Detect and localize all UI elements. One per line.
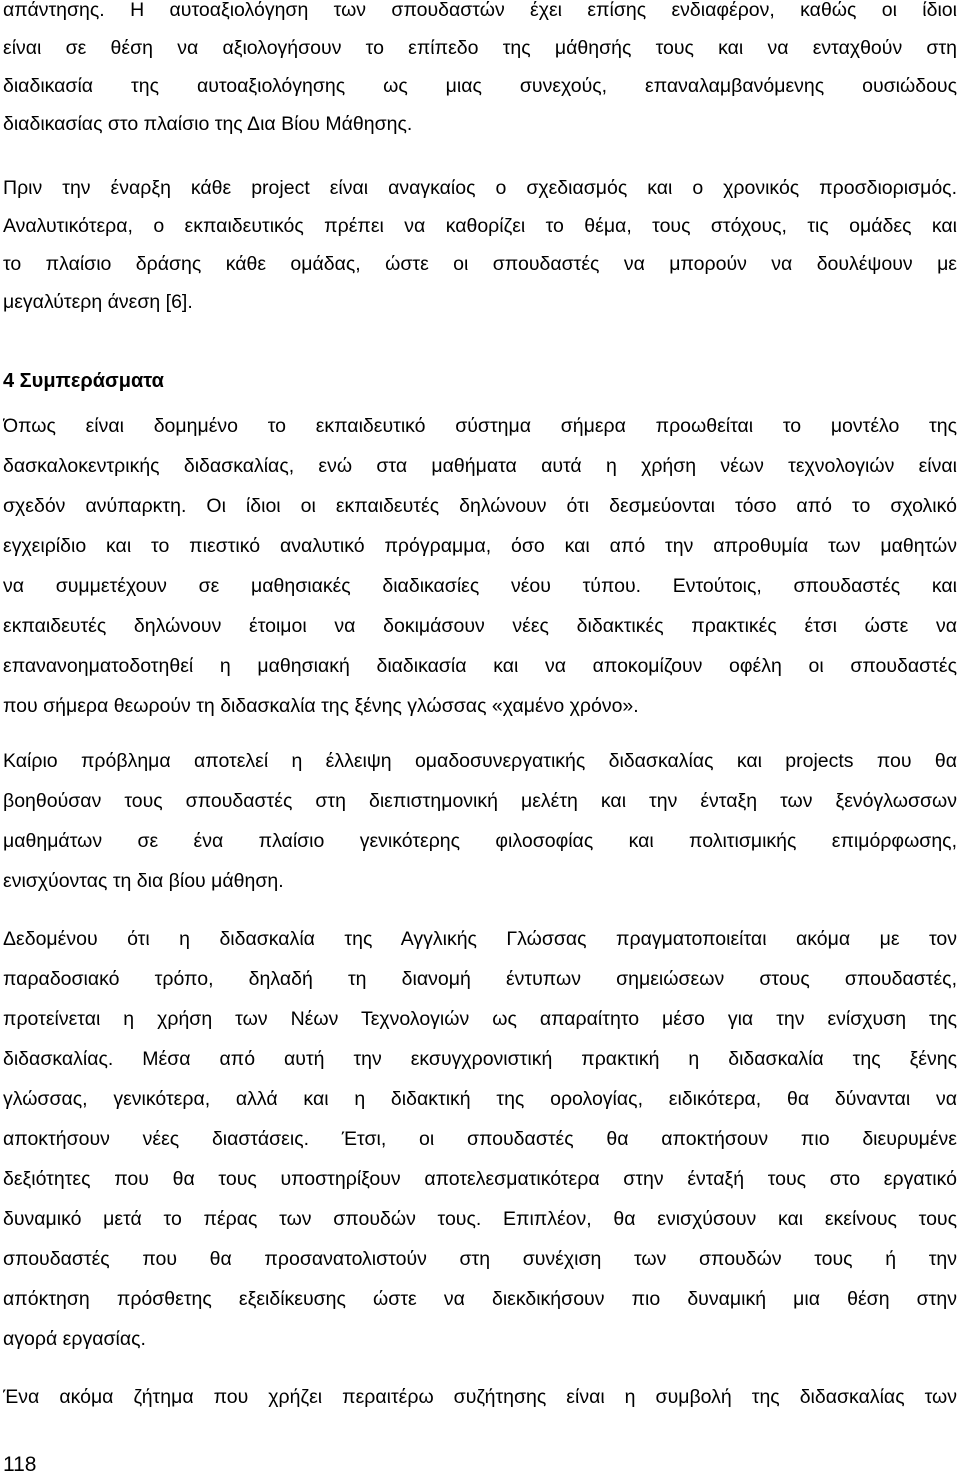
paragraph-2-line-2: Αναλυτικότερα, ο εκπαιδευτικός πρέπει να καθορίζει το θέμα, τους στόχους, τις ομάδες και bbox=[3, 215, 957, 237]
paragraph-5-line-9: σπουδαστές που θα προσανατολιστούν στη συνέχιση των σπουδών τους ή την bbox=[3, 1248, 957, 1270]
paragraph-1-line-4: διαδικασίας στο πλαίσιο της Δια Βίου Μάθησης. bbox=[3, 113, 413, 135]
paragraph-5-line-3: προτείνεται η χρήση των Νέων Τεχνολογιών ως απαραίτητο μέσο για την ενίσχυση της bbox=[3, 1008, 957, 1030]
paragraph-6-line-1: Ένα ακόμα ζήτημα που χρήζει περαιτέρω συζήτησης είναι η συμβολή της διδασκαλίας των bbox=[3, 1386, 957, 1408]
paragraph-4-line-1: Καίριο πρόβλημα αποτελεί η έλλειψη ομαδοσυνεργατικής διδασκαλίας και projects που θα bbox=[3, 750, 957, 772]
paragraph-1-line-3: διαδικασία της αυτοαξιολόγησης ως μιας συνεχούς, επαναλαμβανόμενης ουσιώδους bbox=[3, 75, 957, 97]
paragraph-5-line-11: αγορά εργασίας. bbox=[3, 1328, 146, 1350]
paragraph-3-line-8: που σήμερα θεωρούν τη διδασκαλία της ξένης γλώσσας «χαμένο χρόνο». bbox=[3, 695, 639, 717]
paragraph-5-line-1: Δεδομένου ότι η διδασκαλία της Αγγλικής Γλώσσας πραγματοποιείται ακόμα με τον bbox=[3, 928, 957, 950]
paragraph-5-line-5: γλώσσας, γενικότερα, αλλά και η διδακτική της ορολογίας, ειδικότερα, θα δύνανται να bbox=[3, 1088, 957, 1110]
paragraph-2-line-1: Πριν την έναρξη κάθε project είναι αναγκαίος ο σχεδιασμός και ο χρονικός προσδιορισμός. bbox=[3, 177, 957, 199]
section-heading: 4 Συμπεράσματα bbox=[3, 370, 164, 392]
paragraph-3-line-5: να συμμετέχουν σε μαθησιακές διαδικασίες νέου τύπου. Εντούτοις, σπουδαστές και bbox=[3, 575, 957, 597]
paragraph-5-line-4: διδασκαλίας. Μέσα από αυτή την εκσυγχρονιστική πρακτική η διδασκαλία της ξένης bbox=[3, 1048, 957, 1070]
paragraph-3-line-6: εκπαιδευτές δηλώνουν έτοιμοι να δοκιμάσουν νέες διδακτικές πρακτικές έτσι ώστε να bbox=[3, 615, 957, 637]
paragraph-3-line-4: εγχειρίδιο και το πιεστικό αναλυτικό πρόγραμμα, όσο και από την απροθυμία των μαθητών bbox=[3, 535, 957, 557]
paragraph-3-line-3: σχεδόν ανύπαρκτη. Οι ίδιοι οι εκπαιδευτές δηλώνουν ότι δεσμεύονται τόσο από το σχολικό bbox=[3, 495, 957, 517]
paragraph-4-line-2: βοηθούσαν τους σπουδαστές στη διεπιστημονική μελέτη και την ένταξη των ξενόγλωσσων bbox=[3, 790, 957, 812]
paragraph-3-line-2: δασκαλοκεντρικής διδασκαλίας, ενώ στα μαθήματα αυτά η χρήση νέων τεχνολογιών είναι bbox=[3, 455, 957, 477]
paragraph-5-line-7: δεξιότητες που θα τους υποστηρίξουν αποτελεσματικότερα στην ένταξή τους στο εργατικό bbox=[3, 1168, 957, 1190]
paragraph-1-line-2: είναι σε θέση να αξιολογήσουν το επίπεδο της μάθησής τους και να ενταχθούν στη bbox=[3, 37, 957, 59]
paragraph-3-line-1: Όπως είναι δομημένο το εκπαιδευτικό σύστημα σήμερα προωθείται το μοντέλο της bbox=[3, 415, 957, 437]
paragraph-2-line-4: μεγαλύτερη άνεση [6]. bbox=[3, 291, 193, 313]
paragraph-5-line-2: παραδοσιακό τρόπο, δηλαδή τη διανομή έντυπων σημειώσεων στους σπουδαστές, bbox=[3, 968, 957, 990]
paragraph-5-line-10: απόκτηση πρόσθετης εξειδίκευσης ώστε να διεκδικήσουν πιο δυναμική μια θέση στην bbox=[3, 1288, 957, 1310]
paragraph-1-line-1: απάντησης. Η αυτοαξιολόγηση των σπουδαστών έχει επίσης ενδιαφέρον, καθώς οι ίδιοι bbox=[3, 0, 957, 21]
paragraph-5-line-8: δυναμικό μετά το πέρας των σπουδών τους. Επιπλέον, θα ενισχύσουν και εκείνους τους bbox=[3, 1208, 957, 1230]
paragraph-2-line-3: το πλαίσιο δράσης κάθε ομάδας, ώστε οι σπουδαστές να μπορούν να δουλέψουν με bbox=[3, 253, 957, 275]
paragraph-4-line-3: μαθημάτων σε ένα πλαίσιο γενικότερης φιλοσοφίας και πολιτισμικής επιμόρφωσης, bbox=[3, 830, 957, 852]
paragraph-5-line-6: αποκτήσουν νέες διαστάσεις. Έτσι, οι σπουδαστές θα αποκτήσουν πιο διευρυμένε bbox=[3, 1128, 957, 1150]
paragraph-4-line-4: ενισχύοντας τη δια βίου μάθηση. bbox=[3, 870, 284, 892]
page-number: 118 bbox=[3, 1453, 37, 1476]
paragraph-3-line-7: επανανοηματοδοτηθεί η μαθησιακή διαδικασία και να αποκομίζουν οφέλη οι σπουδαστές bbox=[3, 655, 957, 677]
